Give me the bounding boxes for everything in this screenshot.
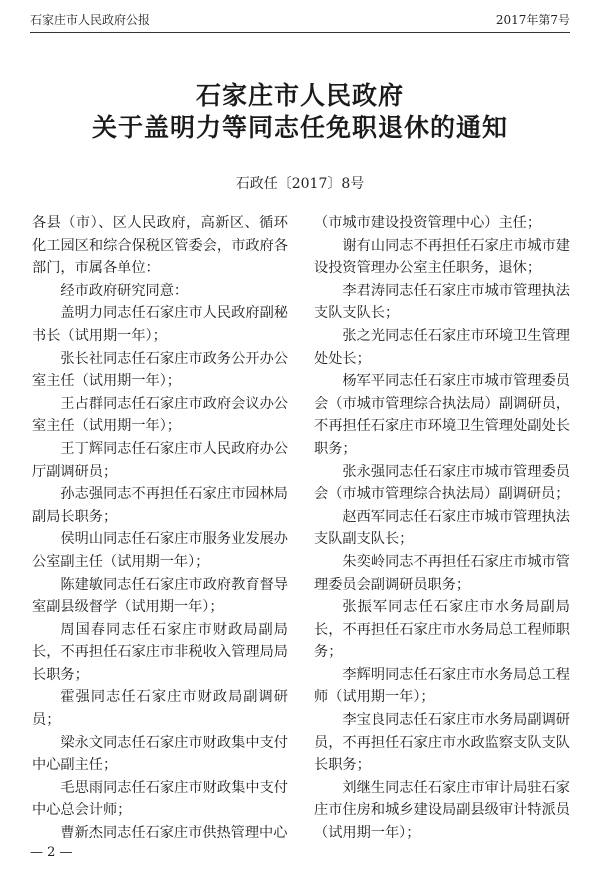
left-column (32, 212, 288, 845)
paragraph: 赵西军同志任石家庄市城市管理执法支队副支队长； (314, 508, 570, 548)
paragraph: 经市政府研究同意： (60, 282, 189, 299)
title-line-2: 关于盖明力等同志任免职退休的通知 (91, 113, 508, 142)
paragraph: 谢有山同志不再担任石家庄市城市建设投资管理办公室主任职务，退休； (314, 237, 570, 277)
header-divider (30, 32, 570, 33)
paragraph: 王占群同志任石家庄市政府会议办公室主任（试用期一年）； (32, 395, 288, 435)
paragraph: 刘继生同志任石家庄市审计局驻石家庄市住房和城乡建设局副县级审计特派员（试用期一年）； (314, 779, 570, 842)
paragraph: 杨军平同志任石家庄市城市管理委员会（市城市管理综合执法局）副调研员，不再担任石家庄市环境卫生管理处副处长职务； (314, 373, 570, 457)
document-title (0, 80, 600, 144)
paragraph: 毛思雨同志任石家庄市财政集中支付中心总会计师； (32, 779, 288, 819)
paragraph: 张永强同志任石家庄市城市管理委员会（市城市管理综合执法局）副调研员； (314, 463, 570, 503)
page-header (30, 8, 570, 30)
paragraph: 李君涛同志任石家庄市城市管理执法支队支队长； (314, 282, 570, 322)
publication-name: 石家庄市人民政府公报 (30, 12, 151, 27)
document-number: 石政任〔2017〕8号 (235, 176, 365, 192)
paragraph: 王丁辉同志任石家庄市人民政府办公厅副调研员； (32, 440, 288, 480)
paragraph: 孙志强同志不再担任石家庄市园林局副局长职务； (32, 486, 288, 525)
paragraph: 朱奕岭同志不再担任石家庄市城市管理委员会副调研员职务； (314, 553, 570, 593)
title-line-1: 石家庄市人民政府 (195, 81, 404, 110)
issue-number: 2017年第7号 (495, 12, 570, 27)
paragraph: 张振军同志任石家庄市水务局副局长，不再担任石家庄市水务局总工程师职务； (314, 599, 570, 661)
paragraph: 梁永文同志任石家庄市财政集中支付中心副主任； (32, 734, 288, 774)
paragraph: 李辉明同志任石家庄市水务局总工程师（试用期一年）； (314, 666, 570, 706)
paragraph: 霍强同志任石家庄市财政局副调研员； (32, 689, 288, 729)
paragraph: 张之光同志任石家庄市环境卫生管理处处长； (314, 327, 570, 367)
paragraph: 盖明力同志任石家庄市人民政府副秘书长（试用期一年）； (32, 305, 288, 344)
paragraph: 各县（市）、区人民政府，高新区、循环化工园区和综合保税区管委会，市政府各部门，市属各单位： (32, 215, 288, 277)
paragraph: 侯明山同志任石家庄市服务业发展办公室副主任（试用期一年）； (32, 531, 288, 570)
right-column (314, 212, 570, 845)
paragraph: 张长社同志任石家庄市政务公开办公室主任（试用期一年）； (32, 350, 288, 390)
paragraph: 李宝良同志任石家庄市水务局副调研员，不再担任石家庄市水政监察支队支队长职务； (314, 712, 570, 774)
paragraph: 周国春同志任石家庄市财政局副局长，不再担任石家庄市非税收入管理局局长职务； (32, 621, 288, 683)
paragraph: 陈建敏同志任石家庄市政府教育督导室副县级督学（试用期一年）； (32, 576, 288, 616)
paragraph-continuation: （市城市建设投资管理中心）主任； (314, 215, 542, 231)
paragraph: 曹新杰同志任石家庄市供热管理中心 (60, 825, 288, 842)
page-number: — 2 — (30, 845, 73, 860)
